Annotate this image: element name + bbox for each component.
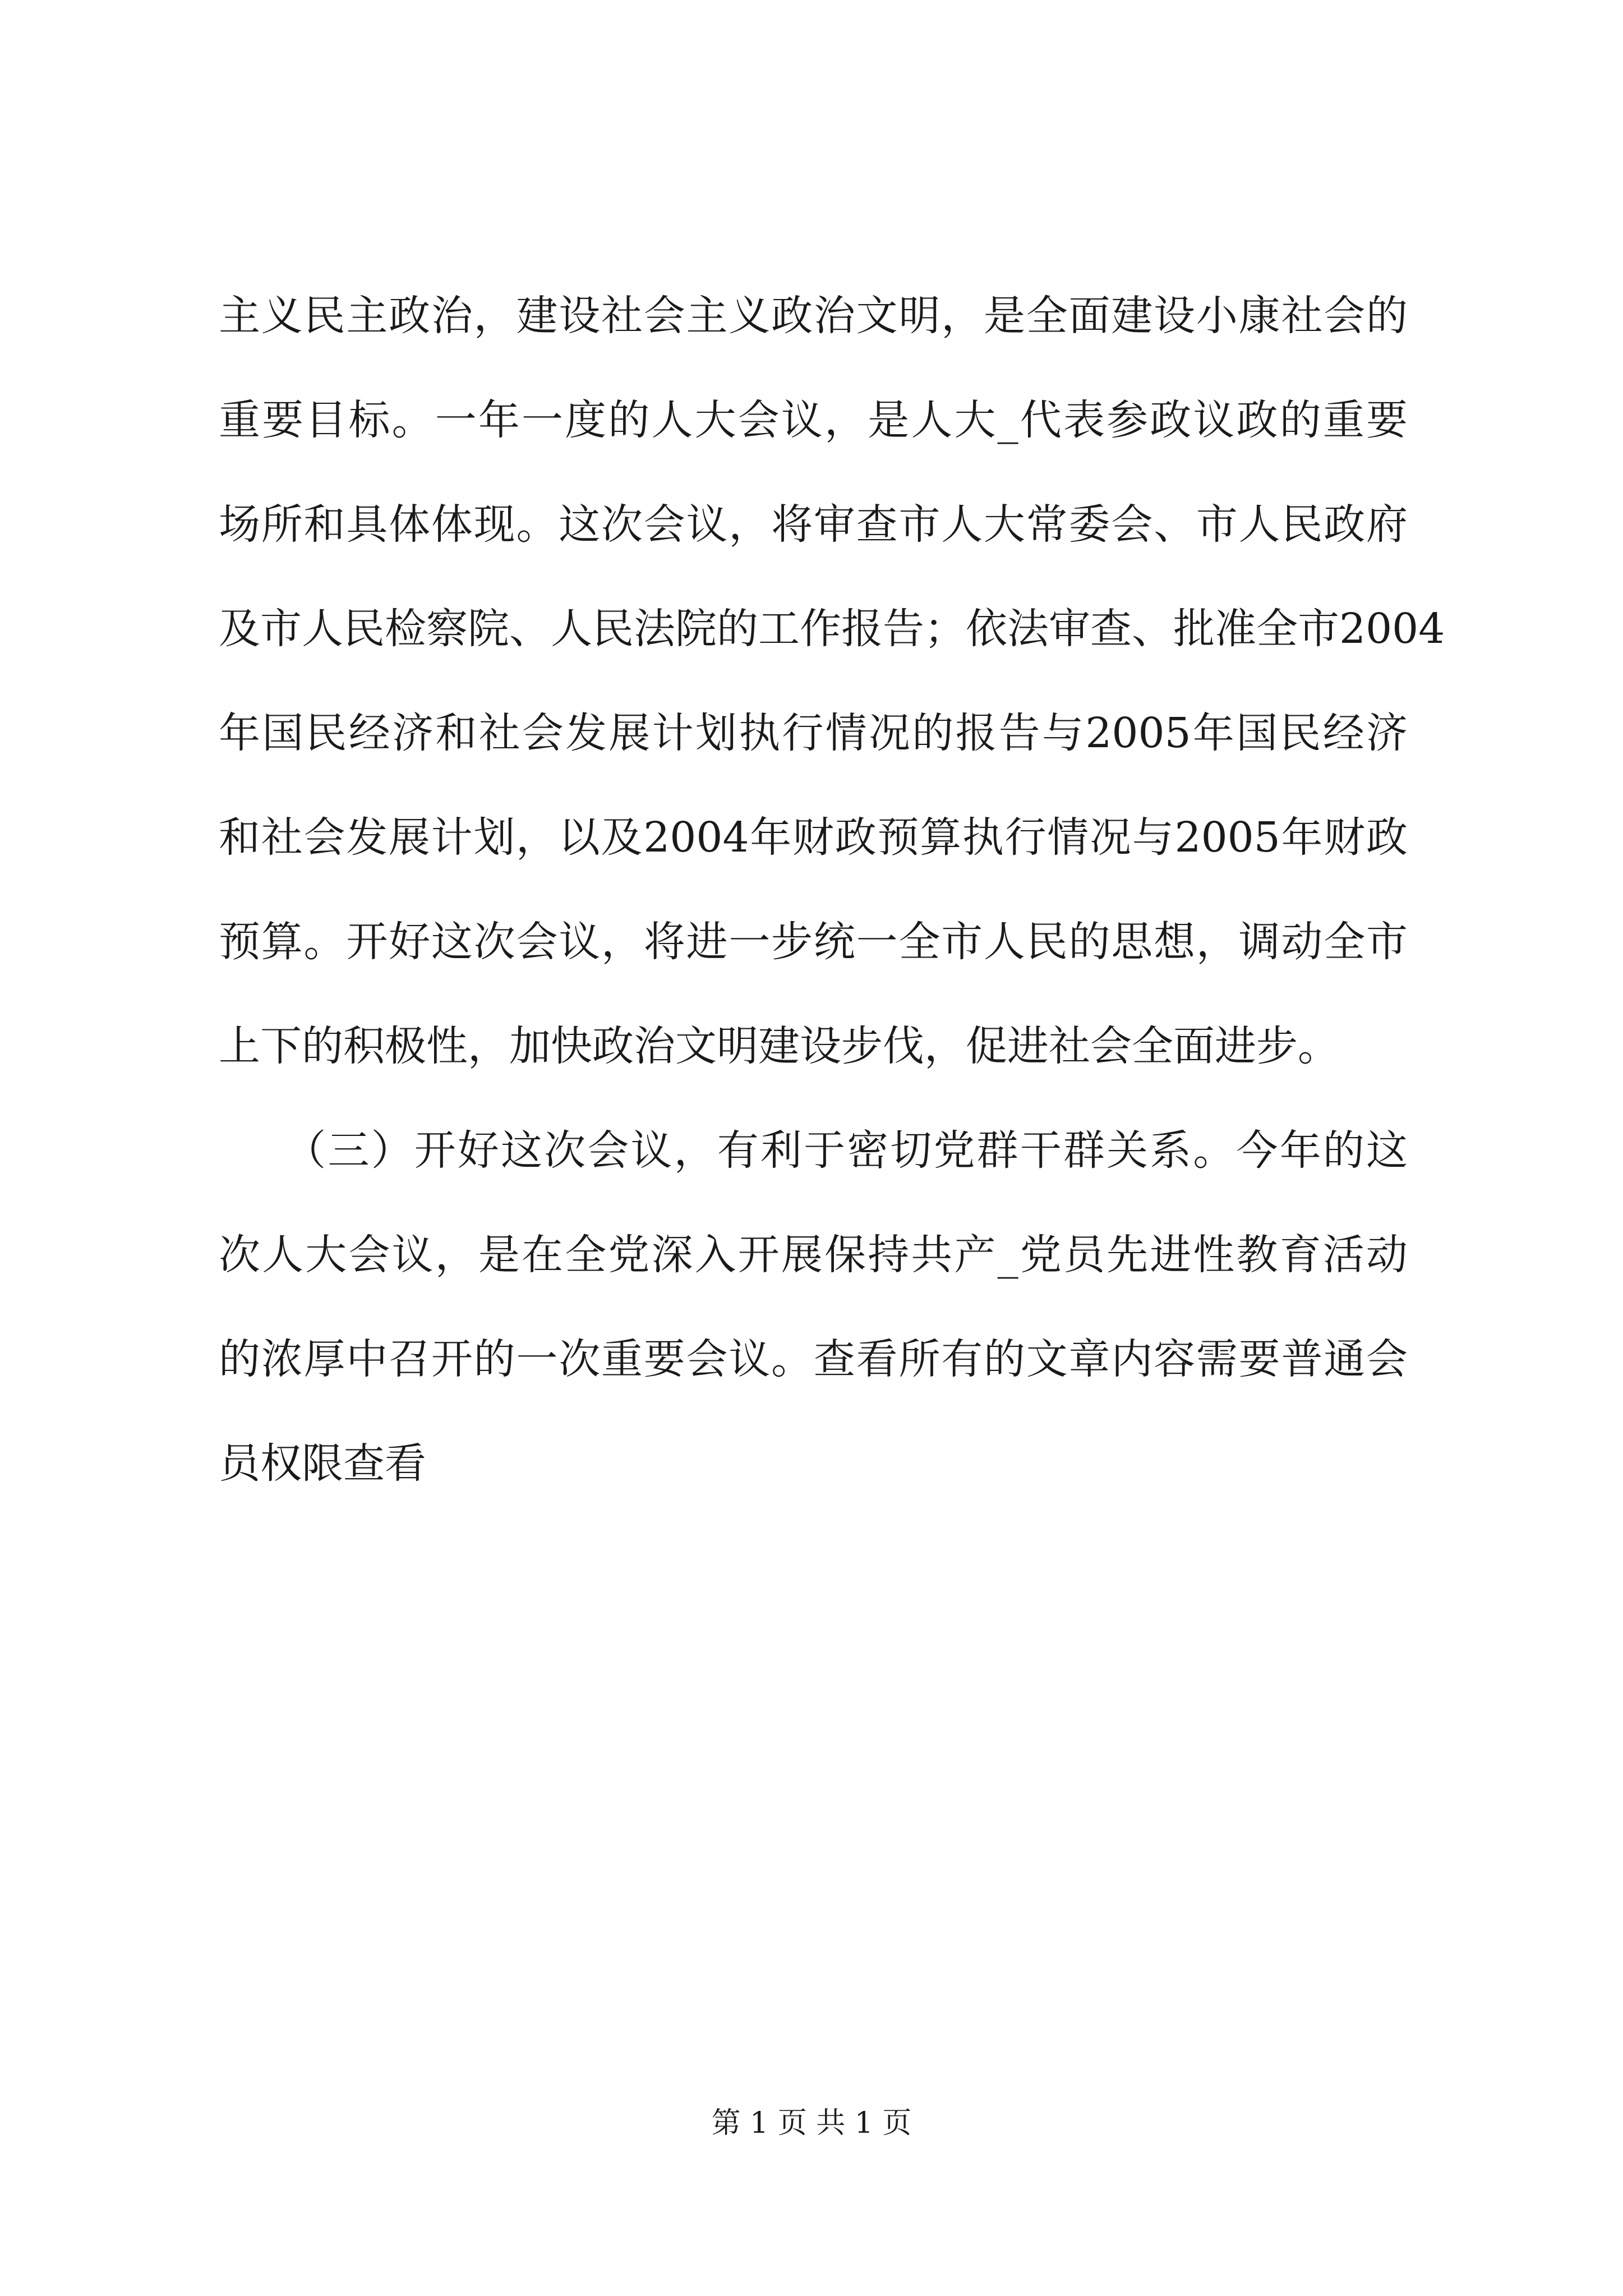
text-line: 预算。开好这次会议，将进一步统一全市人民的思想，调动全市 bbox=[219, 918, 1408, 966]
document-body bbox=[219, 264, 1445, 1516]
text-line: 重要目标。一年一度的人大会议，是人大_代表参政议政的重要 bbox=[219, 396, 1408, 444]
page-footer: 第 1 页 共 1 页 bbox=[711, 2106, 912, 2140]
text-line: 及市人民检察院、人民法院的工作报告；依法审查、批准全市2004 bbox=[219, 605, 1445, 653]
text-line: 次人大会议，是在全党深入开展保持共产_党员先进性教育活动 bbox=[219, 1231, 1408, 1279]
text-line: 场所和具体体现。这次会议，将审查市人大常委会、市人民政府 bbox=[219, 500, 1408, 549]
text-line: （三）开好这次会议，有利于密切党群干群关系。今年的这 bbox=[219, 1126, 1408, 1175]
text-line: 主义民主政治，建设社会主义政治文明，是全面建设小康社会的 bbox=[219, 292, 1408, 340]
text-line: 上下的积极性，加快政治文明建设步伐，促进社会全面进步。 bbox=[219, 1022, 1339, 1070]
text-line: 的浓厚中召开的一次重要会议。查看所有的文章内容需要普通会 bbox=[219, 1335, 1408, 1383]
text-line: 年国民经济和社会发展计划执行情况的报告与2005年国民经济 bbox=[219, 709, 1408, 757]
text-line: 和社会发展计划，以及2004年财政预算执行情况与2005年财政 bbox=[219, 813, 1408, 862]
text-line: 员权限查看 bbox=[219, 1439, 426, 1488]
